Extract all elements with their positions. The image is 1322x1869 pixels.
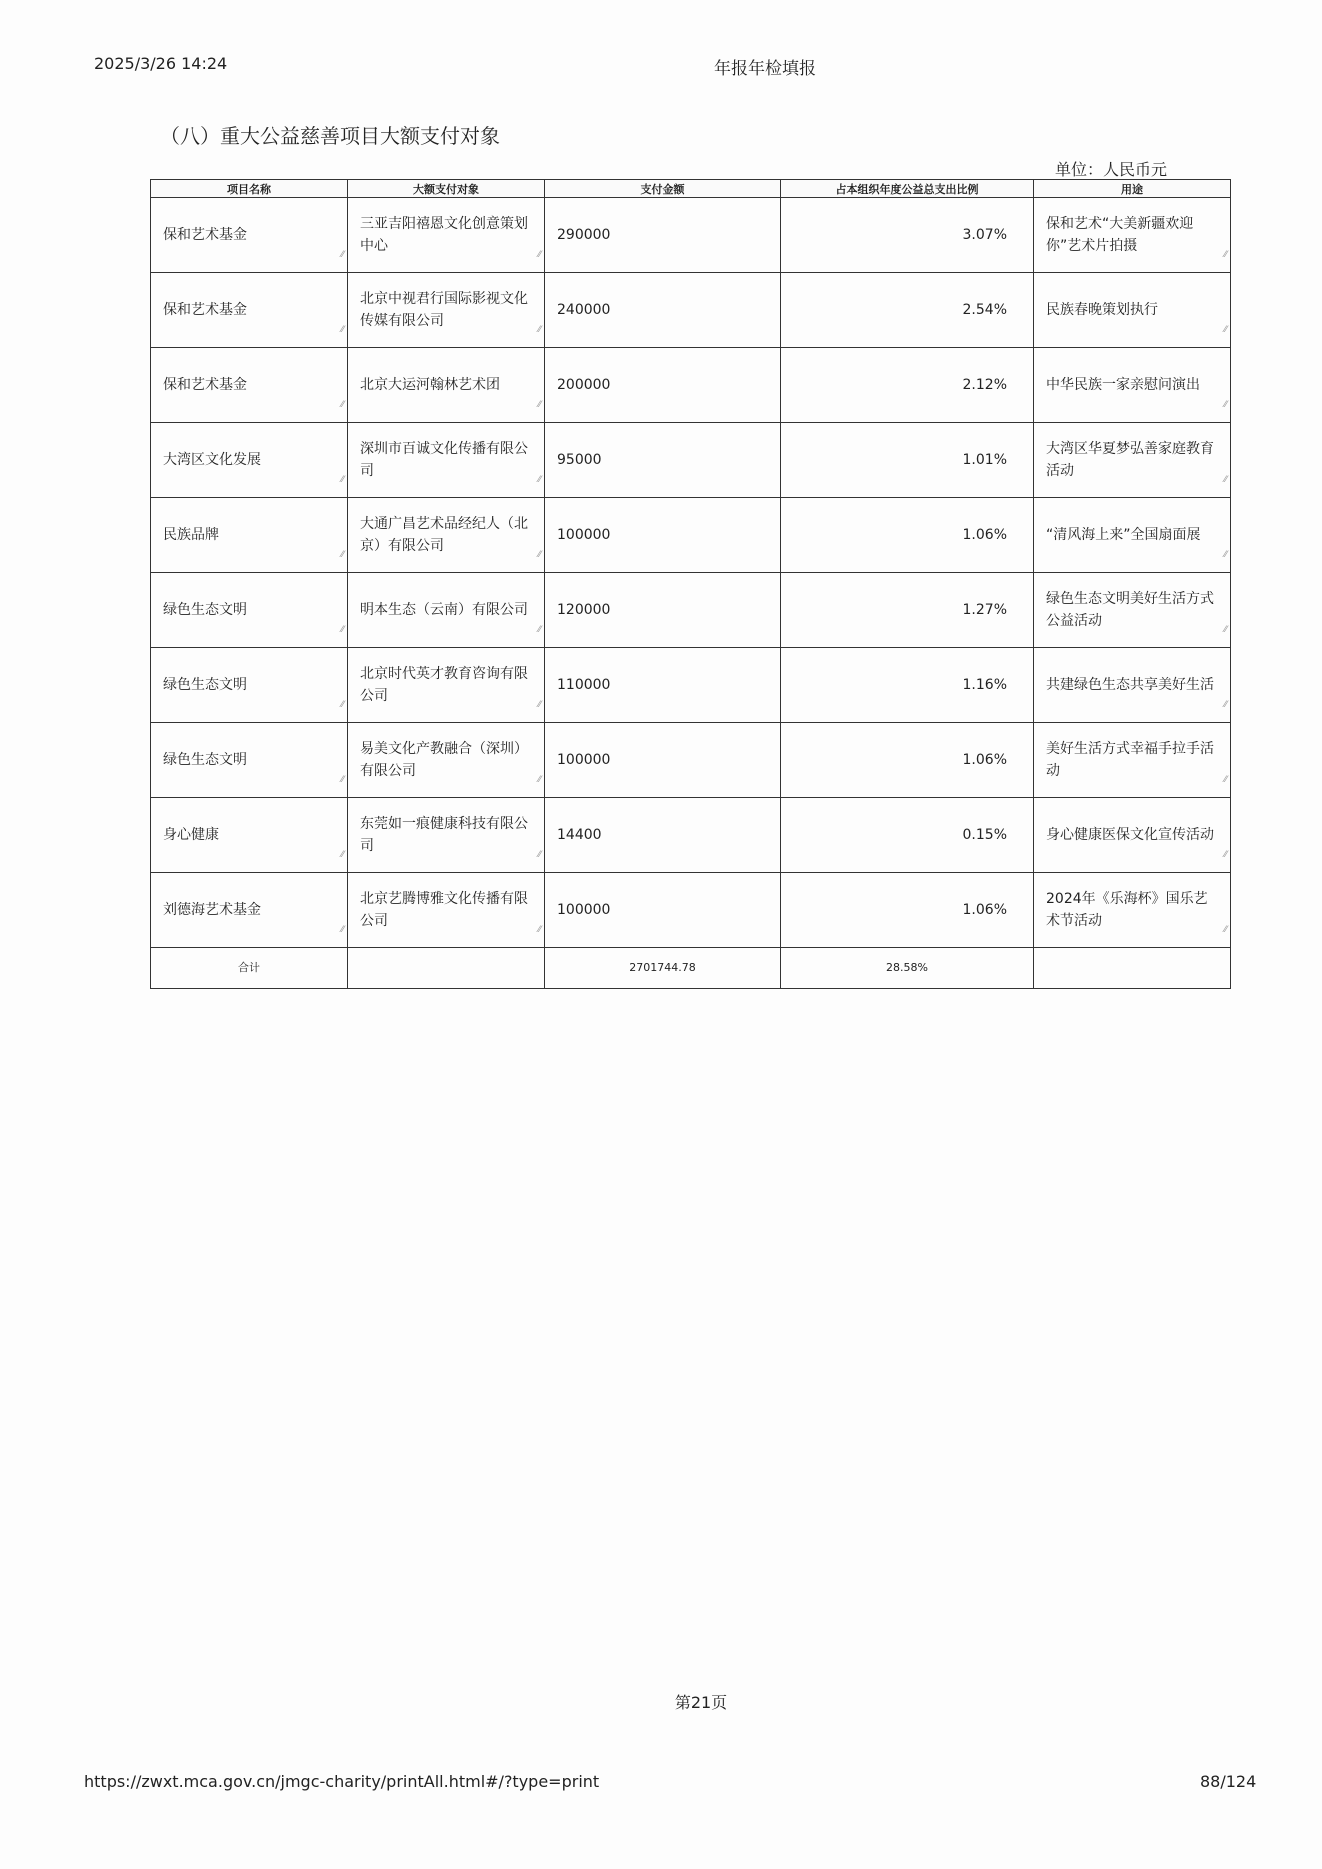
cell-purpose-text: 保和艺术“大美新疆欢迎你”艺术片拍摄 <box>1046 216 1194 254</box>
table-row <box>151 423 1231 498</box>
page-number: 第21页 <box>674 1693 728 1712</box>
resize-handle-icon[interactable]: ⁄⁄ <box>1223 250 1227 260</box>
cell-purpose[interactable] <box>1034 498 1231 573</box>
cell-purpose[interactable] <box>1034 273 1231 348</box>
cell-purpose-text: 中华民族一家亲慰问演出 <box>1046 377 1200 393</box>
cell-purpose[interactable] <box>1034 573 1231 648</box>
cell-project[interactable] <box>151 498 348 573</box>
cell-purpose-text: 共建绿色生态共享美好生活 <box>1046 677 1214 693</box>
cell-project-text: 民族品牌 <box>163 527 219 543</box>
cell-project-text: 身心健康 <box>163 827 219 843</box>
resize-handle-icon[interactable]: ⁄⁄ <box>537 400 541 410</box>
resize-handle-icon[interactable]: ⁄⁄ <box>537 775 541 785</box>
cell-ratio <box>781 348 1034 423</box>
total-amount: 2701744.78 <box>545 948 781 989</box>
cell-project[interactable] <box>151 648 348 723</box>
cell-ratio <box>781 573 1034 648</box>
table-row <box>151 573 1231 648</box>
table-row <box>151 798 1231 873</box>
cell-purpose-text: 2024年《乐海杯》国乐艺术节活动 <box>1046 891 1208 929</box>
document-title: 年报年检填报 <box>714 59 816 79</box>
cell-recipient[interactable] <box>348 198 545 273</box>
cell-purpose-text: 大湾区华夏梦弘善家庭教育活动 <box>1046 441 1214 479</box>
page-url: https://zwxt.mca.gov.cn/jmgc-charity/printAll.html#/?type=print <box>84 1772 600 1791</box>
cell-project-text: 绿色生态文明 <box>163 752 247 768</box>
cell-project[interactable] <box>151 573 348 648</box>
cell-recipient-text: 北京时代英才教育咨询有限公司 <box>360 666 528 704</box>
cell-project-text: 绿色生态文明 <box>163 602 247 618</box>
cell-recipient-text: 明本生态（云南）有限公司 <box>360 602 528 618</box>
cell-recipient[interactable] <box>348 498 545 573</box>
cell-recipient-text: 北京中视君行国际影视文化传媒有限公司 <box>360 291 528 329</box>
cell-ratio <box>781 873 1034 948</box>
resize-handle-icon[interactable]: ⁄⁄ <box>1223 850 1227 860</box>
resize-handle-icon[interactable]: ⁄⁄ <box>340 550 344 560</box>
cell-project-text: 保和艺术基金 <box>163 377 247 393</box>
resize-handle-icon[interactable]: ⁄⁄ <box>537 850 541 860</box>
section-title: （八）重大公益慈善项目大额支付对象 <box>160 124 500 148</box>
resize-handle-icon[interactable]: ⁄⁄ <box>340 400 344 410</box>
resize-handle-icon[interactable]: ⁄⁄ <box>340 625 344 635</box>
cell-purpose[interactable] <box>1034 348 1231 423</box>
resize-handle-icon[interactable]: ⁄⁄ <box>1223 325 1227 335</box>
resize-handle-icon[interactable]: ⁄⁄ <box>537 625 541 635</box>
cell-project[interactable] <box>151 723 348 798</box>
cell-purpose-text: 绿色生态文明美好生活方式公益活动 <box>1046 591 1214 629</box>
cell-ratio <box>781 723 1034 798</box>
table-header-row <box>151 180 1231 198</box>
cell-purpose[interactable] <box>1034 648 1231 723</box>
cell-ratio-text: 0.15% <box>962 827 1007 843</box>
cell-ratio <box>781 198 1034 273</box>
cell-project[interactable] <box>151 873 348 948</box>
resize-handle-icon[interactable]: ⁄⁄ <box>340 850 344 860</box>
cell-ratio-text: 1.16% <box>962 677 1007 693</box>
cell-amount <box>545 723 781 798</box>
resize-handle-icon[interactable]: ⁄⁄ <box>1223 400 1227 410</box>
table-row <box>151 348 1231 423</box>
cell-project[interactable] <box>151 198 348 273</box>
col-header-recipient: 大额支付对象 <box>348 180 545 198</box>
cell-amount <box>545 423 781 498</box>
cell-ratio <box>781 273 1034 348</box>
cell-ratio <box>781 423 1034 498</box>
cell-purpose[interactable] <box>1034 723 1231 798</box>
resize-handle-icon[interactable]: ⁄⁄ <box>340 250 344 260</box>
table-row <box>151 498 1231 573</box>
total-ratio: 28.58% <box>781 948 1034 989</box>
cell-amount-text: 100000 <box>557 527 611 543</box>
cell-ratio-text: 2.54% <box>962 302 1007 318</box>
cell-project[interactable] <box>151 348 348 423</box>
cell-purpose[interactable] <box>1034 423 1231 498</box>
resize-handle-icon[interactable]: ⁄⁄ <box>340 925 344 935</box>
cell-purpose-text: “清风海上来”全国扇面展 <box>1046 527 1201 543</box>
cell-purpose[interactable] <box>1034 798 1231 873</box>
cell-amount-text: 14400 <box>557 827 602 843</box>
resize-handle-icon[interactable]: ⁄⁄ <box>537 550 541 560</box>
cell-project[interactable] <box>151 423 348 498</box>
cell-ratio <box>781 498 1034 573</box>
resize-handle-icon[interactable]: ⁄⁄ <box>1223 475 1227 485</box>
cell-purpose-text: 身心健康医保文化宣传活动 <box>1046 827 1214 843</box>
total-purpose-empty <box>1034 948 1231 989</box>
table-row <box>151 723 1231 798</box>
cell-recipient-text: 三亚吉阳禧恩文化创意策划中心 <box>360 216 528 254</box>
cell-ratio-text: 3.07% <box>962 227 1007 243</box>
cell-amount <box>545 348 781 423</box>
cell-amount <box>545 273 781 348</box>
col-header-purpose: 用途 <box>1034 180 1231 198</box>
cell-recipient[interactable] <box>348 648 545 723</box>
cell-amount <box>545 498 781 573</box>
cell-amount-text: 290000 <box>557 227 611 243</box>
cell-project[interactable] <box>151 273 348 348</box>
cell-ratio <box>781 798 1034 873</box>
cell-purpose[interactable] <box>1034 873 1231 948</box>
cell-ratio-text: 2.12% <box>962 377 1007 393</box>
cell-recipient-text: 北京大运河翰林艺术团 <box>360 377 500 393</box>
resize-handle-icon[interactable]: ⁄⁄ <box>340 700 344 710</box>
cell-ratio-text: 1.06% <box>962 902 1007 918</box>
resize-handle-icon[interactable]: ⁄⁄ <box>537 475 541 485</box>
payment-table <box>150 179 1231 989</box>
resize-handle-icon[interactable]: ⁄⁄ <box>1223 775 1227 785</box>
resize-handle-icon[interactable]: ⁄⁄ <box>340 775 344 785</box>
cell-recipient-text: 易美文化产教融合（深圳）有限公司 <box>360 741 528 779</box>
cell-project-text: 大湾区文化发展 <box>163 452 261 468</box>
total-recipient-empty <box>348 948 545 989</box>
table-row <box>151 873 1231 948</box>
cell-amount <box>545 648 781 723</box>
cell-amount-text: 100000 <box>557 902 611 918</box>
cell-recipient-text: 大通广昌艺术品经纪人（北京）有限公司 <box>360 516 528 554</box>
cell-amount-text: 120000 <box>557 602 611 618</box>
cell-ratio-text: 1.01% <box>962 452 1007 468</box>
cell-project-text: 保和艺术基金 <box>163 302 247 318</box>
cell-amount-text: 240000 <box>557 302 611 318</box>
resize-handle-icon[interactable]: ⁄⁄ <box>537 250 541 260</box>
cell-recipient[interactable] <box>348 273 545 348</box>
resize-handle-icon[interactable]: ⁄⁄ <box>537 700 541 710</box>
total-row <box>151 948 1231 989</box>
table-row <box>151 648 1231 723</box>
cell-recipient[interactable] <box>348 873 545 948</box>
cell-purpose[interactable] <box>1034 198 1231 273</box>
resize-handle-icon[interactable]: ⁄⁄ <box>340 475 344 485</box>
cell-recipient-text: 北京艺腾博雅文化传播有限公司 <box>360 891 528 929</box>
cell-project[interactable] <box>151 798 348 873</box>
cell-amount-text: 100000 <box>557 752 611 768</box>
cell-purpose-text: 民族春晚策划执行 <box>1046 302 1158 318</box>
col-header-amount: 支付金额 <box>545 180 781 198</box>
cell-amount <box>545 573 781 648</box>
cell-purpose-text: 美好生活方式幸福手拉手活动 <box>1046 741 1214 779</box>
resize-handle-icon[interactable]: ⁄⁄ <box>1223 700 1227 710</box>
resize-handle-icon[interactable]: ⁄⁄ <box>1223 925 1227 935</box>
cell-project-text: 刘德海艺术基金 <box>163 902 261 918</box>
col-header-ratio: 占本组织年度公益总支出比例 <box>781 180 1034 198</box>
print-datetime: 2025/3/26 14:24 <box>94 54 228 73</box>
resize-handle-icon[interactable]: ⁄⁄ <box>537 325 541 335</box>
cell-recipient[interactable] <box>348 423 545 498</box>
cell-project-text: 保和艺术基金 <box>163 227 247 243</box>
cell-amount-text: 110000 <box>557 677 611 693</box>
table-row <box>151 198 1231 273</box>
page-count: 88/124 <box>1200 1772 1257 1791</box>
cell-project-text: 绿色生态文明 <box>163 677 247 693</box>
cell-recipient[interactable] <box>348 348 545 423</box>
cell-amount <box>545 873 781 948</box>
table-body <box>151 198 1231 989</box>
cell-ratio-text: 1.06% <box>962 527 1007 543</box>
col-header-project: 项目名称 <box>151 180 348 198</box>
resize-handle-icon[interactable]: ⁄⁄ <box>340 325 344 335</box>
resize-handle-icon[interactable]: ⁄⁄ <box>1223 625 1227 635</box>
resize-handle-icon[interactable]: ⁄⁄ <box>537 925 541 935</box>
cell-recipient[interactable] <box>348 573 545 648</box>
cell-amount-text: 200000 <box>557 377 611 393</box>
cell-ratio-text: 1.06% <box>962 752 1007 768</box>
cell-amount-text: 95000 <box>557 452 602 468</box>
total-label: 合计 <box>151 948 348 989</box>
cell-amount <box>545 198 781 273</box>
table-row <box>151 273 1231 348</box>
cell-recipient[interactable] <box>348 798 545 873</box>
cell-recipient-text: 深圳市百诚文化传播有限公司 <box>360 441 528 479</box>
unit-label: 单位：人民币元 <box>1055 160 1168 179</box>
cell-amount <box>545 798 781 873</box>
cell-recipient[interactable] <box>348 723 545 798</box>
cell-ratio <box>781 648 1034 723</box>
cell-ratio-text: 1.27% <box>962 602 1007 618</box>
cell-recipient-text: 东莞如一痕健康科技有限公司 <box>360 816 528 854</box>
resize-handle-icon[interactable]: ⁄⁄ <box>1223 550 1227 560</box>
